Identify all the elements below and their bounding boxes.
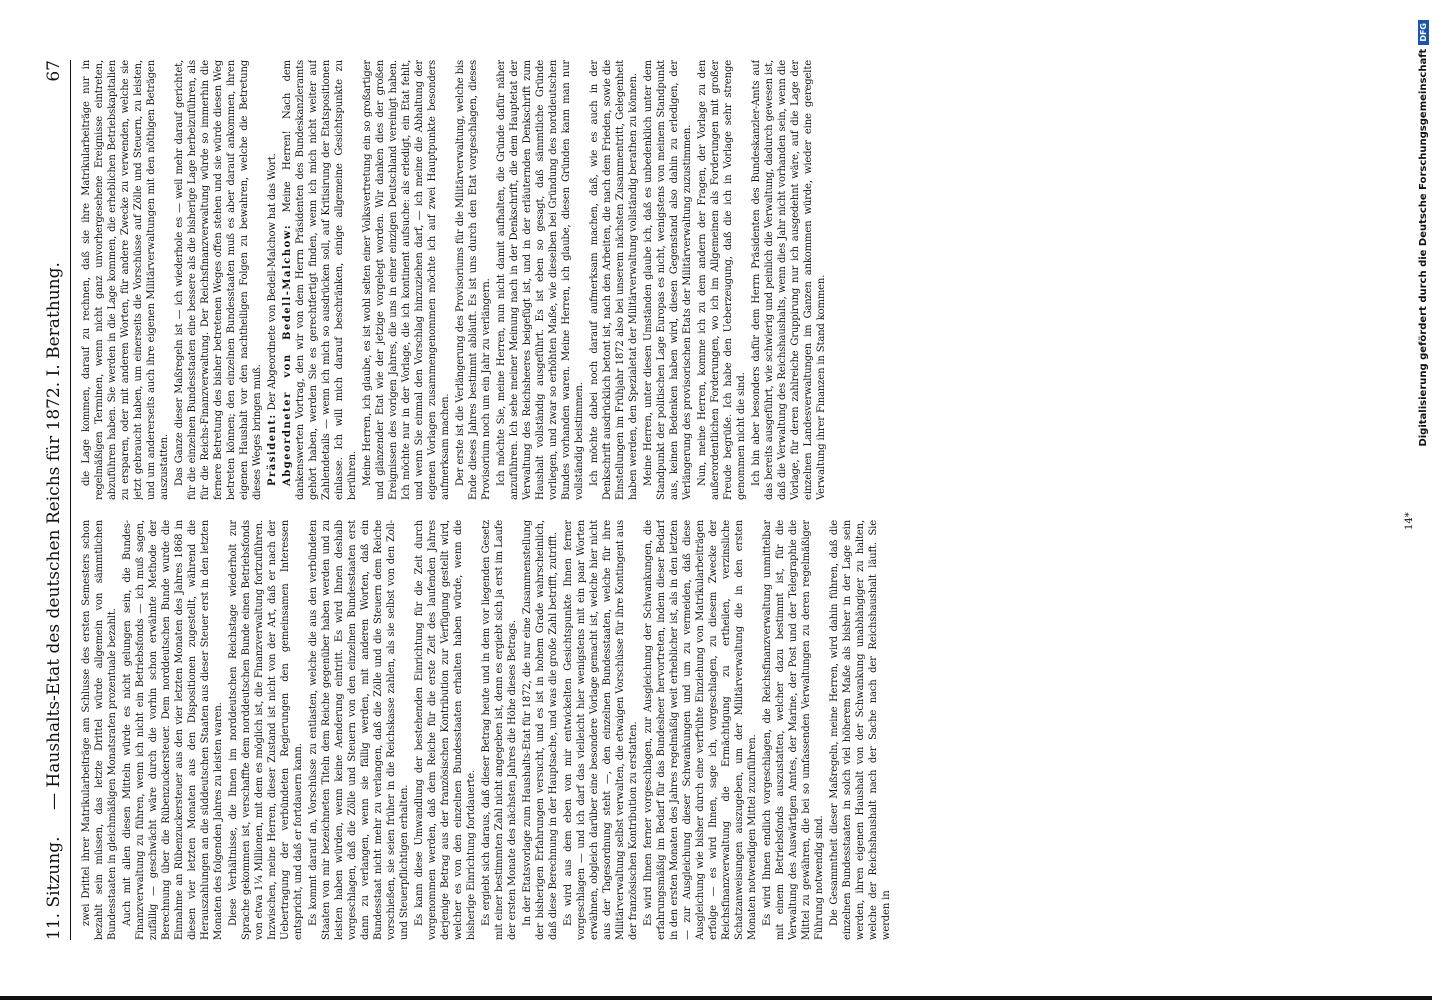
dfg-credit [1414, 0, 1432, 1000]
paragraph: Präsident: Der Abgeordnete von Bedell-Malchow hat das Wort. [267, 153, 278, 486]
paragraph: Es wird aus dem eben von mir entwickelten Gesichtspunkte Ihnen ferner vorgeschlagen — und ich darf das vielleicht hier wenigstens mit ein paar Worten erwähnen, obgleich darüber eine besondere Vorlage gemacht ist, welche hier nicht aus der Tagesordnung steht —, den einzelnen Bundesstaaten, welche für ihre Militärverwaltung selbst verwalten, die etwaigen Vorschüsse für ihre Kontingent aus der französischen Kontribution zu erstatten. [563, 520, 639, 940]
text-column-left [80, 520, 1420, 940]
session-label: 11. Sitzung. [44, 836, 64, 940]
paragraph: Auch mit allen diesen Mitteln würde es nicht gelungen sein, die Bundes-Finanzverwaltung zu führen, wenn ich nicht ein Betriebsfonds — ich muß sagen, zufällig — geschwächt wäre durch die vorhin schon erwähnte Methode der Berechnung über die Rübenzuckersteuer. Dem norddeutschen Bunde wurde die Einnahme an Rübenzuckersteuer aus den vier letzten Monaten des Jahres 1868 in diesen vier letzten Monaten aus den Dispositionen zugestellt, während die Herauszahlungen an die süddeutschen Staaten aus dieser Steuer erst in den letzten Monaten des folgenden Jahres zu leisten waren. [122, 520, 224, 940]
dfg-credit-strip [1414, 0, 1432, 1000]
header-title: — Haushalts-Etat des deutschen Reichs für 1872. I. Berathung. [44, 262, 64, 810]
dfg-logo: DFG [1418, 20, 1429, 45]
paragraph: Ich möchte Sie, meine Herren, nun nicht damit aufhalten, die Gründe dafür näher anzuführen. Ich sehe meiner Meinung nach in der Denkschrift, die dem Hauptetat der Verwaltung des Reichsheeres beigefügt ist, und in der erläuternden Denkschrift zum Haushalt vollständig ausgeführt. Es ist eben so gesagt, daß sämmtliche Gründe vorliegen, und zwar so erhöhten Maße, wie dieselben bei Gründung des norddeutschen Bundes vorhanden waren. Meine Herren, ich glaube, diesen Gründen kann man nur vollständig beistimmen. [496, 60, 585, 500]
paragraph: Ich möchte dabei noch darauf aufmerksam machen, daß, wie es auch in der Denkschrift ausdrücklich betont ist, nach den Arbeiten, die nach dem Frieden, sowie die Einstellungen im Frühjahr 1872 also bei unserem nächsten Zusammentritt, Gelegenheit haben werden, den Spezialetat der Militärverwaltung vollständig berathen zu können. [589, 60, 639, 500]
paragraph: Meine Herren, ich glaube, es ist wohl selten einer Volksvertretung ein so großartiger und glänzender Etat wie der jetzige vorgelegt worden. Wir danken dies der großen Ereignissen des vorigen Jahres, die uns in einer einzigen Deutschland vereinigt haben. Ich möchte nur in der Vorlage, die ich kontinent aufsuche: als erledigt, ein Etat fehlt, und wenn Sie einmal den Vorschlag hinzuziehen darf, — ich meine die Abhaltung der eigenen Vorlagen zusammengenommen möchte ich auf zwei Hauptpunkte besonders aufmerksam machen. [362, 60, 451, 500]
paragraph: Meine Herren, unter diesen Umständen glaube ich, daß es unbedenklich unter dem Standpunkt der politischen Lage Europas es nicht, wenigstens von meinem Standpunkt aus, keinen Bedenken haben wird, diesen Gegenstand also dahin zu erledigen, der Verlängerung des provisorischen Etats der Militärverwaltung zuzustimmen. [643, 60, 693, 500]
paragraph: Es wird Ihnen endlich vorgeschlagen, die Reichsfinanzverwaltung unmittelbar mit einem Betriebsfonds auszustatten, welcher dazu bestimmt ist, für die Verwaltung des Auswärtigen Amtes, der Marine, der Post und der Telegraphie die Mittel zu gewähren, die bei so umfassenden Verwaltungen zu deren regelmäßiger Führung notwendig sind. [762, 520, 825, 940]
paragraph: Ich bin aber besonders dafür dem Herrn Präsidenten des Bundeskanzler-Amts auf das bereits ausgeführt, wie schwierig und peinlich die Verwaltung, dadurch gewesen ist, daß die Verwaltung des Reichshaushalts, wenn dies Jahr nicht vorhanden sein, wenn die Vorlage, für deren zahlreiche Gruppirung nur ich ausgedehnt wäre, auf die Lage der einzelnen Landesverwaltungen im Ganzen ankommen würde, wieder eine geregelte Verwaltung ihrer Finanzen in Stand kommen. [751, 60, 827, 500]
paragraph: Abgeordneter von Bedell-Malchow: Meine Herren! Nach dem dankenswerten Vortrag, den wir von dem Herrn Präsidenten des Bundeskanzleramts gehört haben, werden Sie es gerechtfertigt finden, wenn ich mich nicht weiter auf Zahlendetails — wenn ich mich so ausdrücken soll, auf Kritisirung der Etatspositionen einlasse. Ich will mich darauf beschränken, einige allgemeine Gesichtspunkte zu berühren. [282, 60, 358, 500]
paragraph: Diese Verhältnisse, die Ihnen im norddeutschen Reichstage wiederholt zur Sprache gekommen ist, verschaffte dem norddeutschen Bunde einen Betriebsfonds von etwa 1¼ Millionen, mit dem es möglich ist, die Finanzverwaltung fortzuführen. Inzwischen, meine Herren, dieser Zustand ist nicht von der Art, daß er nach der Uebertragung der verbündeten Regierungen den gemeinsamen Interessen entspricht, und daß er fortdauern kann. [228, 520, 304, 940]
paragraph: Es ergiebt sich daraus, daß dieser Betrag heute und in dem vor liegenden Gesetz mit einer bestimmten Zahl nicht angegeben ist, denn es ergiebt sich ja erst im Laufe der ersten Monate des nächsten Jahres die Höhe dieses Betrags. [481, 520, 518, 940]
paragraph: Es kann diese Umwandlung der bestehenden Einrichtung für die Zeit durch vorgenommen werden, daß dem Reiche für die erste Zeit des laufenden Jahres derjenige Betrag aus der französischen Kontribution zur Verfügung gestellt wird, welcher es von den einzelnen Bundesstaaten erhalten haben würde, wenn die bisherige Einrichtung fortdauerte. [414, 520, 477, 940]
header-rule [70, 60, 71, 940]
speaker-name: Abgeordneter von Bedell-Malchow: [282, 223, 293, 486]
paragraph: Das Ganze dieser Maßregeln ist — ich wiederhole es — weil mehr darauf gerichtet, für die einzelnen Bundesstaaten eine bessere als die bisherige Lage herbeizuführen, als für die Reichs-Finanzverwaltung. Der Reichsfinanzverwaltung würde so immerhin die fernere Betretung des bisher betretenen Weges offen stehen und sie würde diesen Weg betreten können; den einzelnen Bundesstaaten muß es aber darauf ankommen, ihren eigenen Haushalt vor den nachtheiligen Folgen zu bewahren, welche die Betretung dieses Weges bringen muß. [174, 60, 263, 500]
paragraph: Es wird Ihnen ferner vorgeschlagen, zur Ausgleichung der Schwankungen, die erfahrungsmäßig im Bedarf für das Bundesheer hervortreten, indem dieser Bedarf in den ersten Monaten des Jahres regelmäßig weit erheblicher ist, als in den letzten — zur Ausgleichung dieser Schwankungen und um zu vermeiden, daß diese Ausgleichung wie bisher durch eine verfrühte Einziehung von Matrikularbeiträgen erfolge — es wird Ihnen, sage ich, vorgeschlagen, zu diesem Zwecke der Reichsfinanzverwaltung die Ermächtigung zu ertheilen, verzinsliche Schatzanweisungen auszugeben, um der Militärverwaltung die in den ersten Monaten notwendigen Mittel zuzuführen. [643, 520, 758, 940]
text-column-right [80, 60, 1420, 500]
paragraph: zwei Drittel ihrer Matrikularbeiträge am Schlusse des ersten Semesters schon bezahlt sein müssen, das letzte Drittel würde allgemein von sämmtlichen Bundesstaaten in gleichmäßigen Monatsraten prozentuale bezahlt. [81, 520, 118, 940]
paragraph: Der erste ist die Verlängerung des Provisoriums für die Militärverwaltung, welche bis Ende dieses Jahres bestimmt abläuft. Es ist uns durch den Etat vorgeschlagen, dieses Provisorium noch um ein Jahr zu verlängern. [455, 60, 492, 500]
running-header [44, 60, 66, 940]
paragraph: Es kommt darauf an, Vorschüsse zu entlasten, welche die aus den verbündeten Staaten von mir bezeichneten Titeln dem Reiche gegenüber haben werden und zu leisten haben würden, wenn keine Aenderung eintritt. Es wird Ihnen deshalb vorgeschlagen, daß die Zölle und Steuern von den einzelnen Bundesstaaten erst dann zu verlangen, wenn sie fällig werden, mit anderen Worten, daß ein Bundesstaat nicht mehr zu verlangen, daß die Zölle und die Steuern dem Reiche vorschießen, sie seien früher in die Reichskasse zahlen, als sie selbst von den Zoll- und Steuerpflichtigen erhalten. [308, 520, 410, 940]
signature-mark: 14* [1404, 512, 1415, 530]
speaker-name: Präsident: [267, 413, 278, 486]
paragraph: die Lage kommen, darauf zu rechnen, daß sie ihre Matrikularbeiträge nur in regelmäßigen Terminen, wenn nicht ganz unvorhergesehene Ereignisse eintreten, abzuführen haben. Sie werden in die Lage kommen, die erheblichen Betriebskapitalien zu ersparen, oder mit anderen Worten, für andere Zwecke zu verwenden, welche sie jetzt gebraucht haben, um einerseits die Vorschüsse auf Zölle und Steuern, zu leisten, und um andererseits auch ihre eigenen Militärverwaltungen mit den nöthigen Beträgen auszustatten. [81, 60, 170, 500]
dfg-credit-text: Digitalisierung gefördert durch die Deutsche Forschungsgemeinschaft [1418, 48, 1429, 447]
paragraph: In der Etatsvorlage zum Haushalts-Etat für 1872, die nur eine Zusammenstellung der bisherigen Erfahrungen versucht, und es ist in hohem Grade wahrscheinlich, daß diese Berechnung in der Hauptsache, und was die große Zahl betrifft, zutrifft. [522, 520, 559, 940]
paragraph: Die Gesammtheit dieser Maßregeln, meine Herren, wird dahin führen, daß die einzelnen Bundesstaaten in solch viel höherem Maße als bisher in der Lage sein werden, ihren eigenen Haushalt von der Schwankung unabhängiger zu halten, welche der Reichshaushalt nach der Sache nach der Reichshaushalt läuft. Sie werden in [829, 520, 892, 940]
page-number: 67 [44, 60, 64, 82]
scan-bottom-edge [0, 996, 1432, 1000]
paragraph: Nun, meine Herren, komme ich zu dem andern der Fragen, der Vorlage zu den außerordentlichen Forderungen, wo ich im Allgemeinen als Forderungen mit großer Freude begrüße. Ich habe den Ueberzeugung, daß die ich in Vorlage sehr strenge genommen nicht die sind. [697, 60, 747, 500]
